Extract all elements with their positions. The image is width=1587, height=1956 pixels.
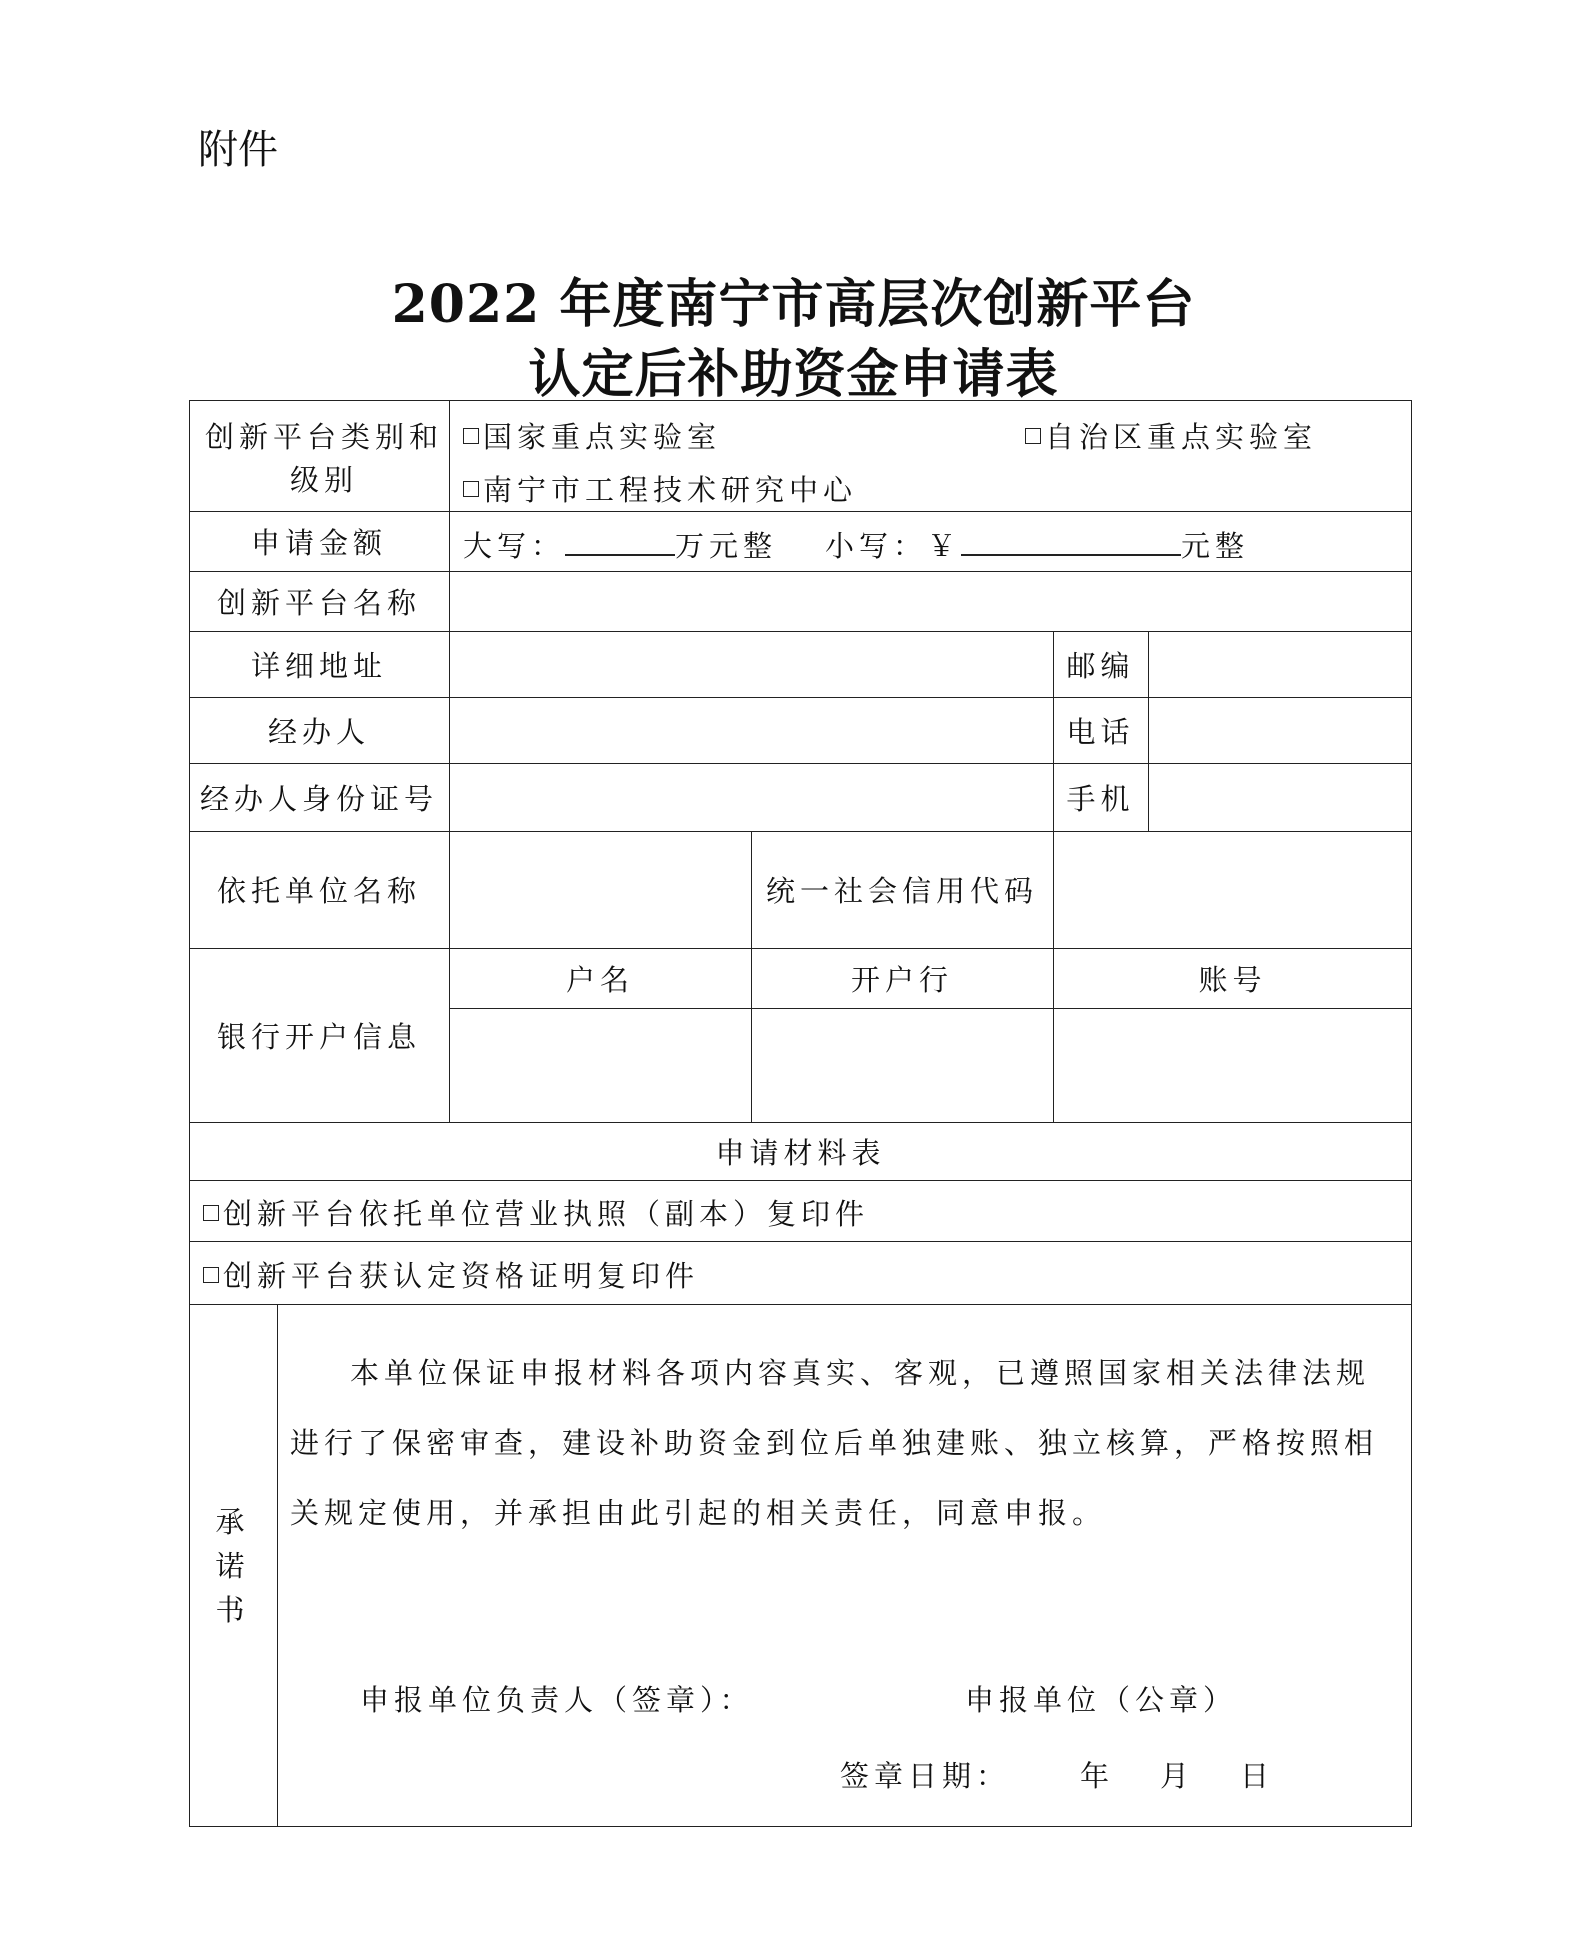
date-year: 年 [1080, 1759, 1115, 1793]
platform-name-field[interactable] [451, 573, 1409, 629]
page-title-line2: 认定后补助资金申请表 [528, 344, 1059, 405]
host-unit-field[interactable] [451, 833, 749, 946]
bank-col-account-name: 户名 [565, 962, 634, 997]
bank-name-field[interactable] [753, 1010, 1051, 1120]
date-month: 月 [1160, 1759, 1195, 1793]
phone-field[interactable] [1150, 699, 1409, 761]
lowercase-unit: 元整 [1181, 529, 1250, 563]
account-name-field[interactable] [451, 1010, 749, 1120]
col-divider [449, 400, 450, 1122]
amount-label: 申请金额 [250, 525, 387, 560]
signer-label: 申报单位负责人（签章）： [360, 1683, 754, 1717]
pledge-text: 本单位保证申报材料各项内容真实、客观，已遵照国家相关法律法规进行了保密审查，建设补助资金到位后单独建账、独立核算，严格按照相关规定使用，并承担由此引起的相关责任，同意申报。 [290, 1356, 1379, 1530]
option-nanning-center[interactable]: 南宁市工程技术研究中心 [463, 468, 857, 509]
address-label: 详细地址 [250, 648, 387, 683]
postcode-field[interactable] [1150, 633, 1409, 695]
row-divider [189, 1304, 1412, 1305]
platform-name-label: 创新平台名称 [216, 585, 421, 620]
bank-col-bank: 开户行 [850, 962, 953, 997]
checkbox-icon[interactable] [463, 428, 479, 444]
handler-label: 经办人 [267, 714, 370, 749]
address-field[interactable] [451, 633, 1051, 695]
attachment-label: 附件 [198, 127, 278, 173]
row-divider [189, 1241, 1412, 1242]
uppercase-amount-field[interactable] [565, 522, 675, 556]
uppercase-label: 大写： [463, 529, 566, 563]
row-divider [449, 1008, 1412, 1009]
checkbox-icon[interactable] [463, 481, 479, 497]
col-divider [1148, 631, 1149, 831]
material-item-qualification-proof[interactable]: 创新平台获认定资格证明复印件 [203, 1254, 699, 1295]
mobile-field[interactable] [1150, 765, 1409, 829]
account-no-field[interactable] [1055, 1010, 1409, 1120]
handler-id-label: 经办人身份证号 [199, 781, 438, 816]
checkbox-icon[interactable] [203, 1205, 219, 1221]
material-item-business-license[interactable]: 创新平台依托单位营业执照（副本）复印件 [203, 1192, 869, 1233]
lowercase-label: 小写：￥ [825, 529, 962, 563]
postcode-label: 邮编 [1066, 648, 1135, 683]
date-label: 签章日期： [840, 1759, 1011, 1793]
bank-info-label: 银行开户信息 [216, 1019, 421, 1054]
option-regional-lab[interactable]: 自治区重点实验室 [1025, 415, 1317, 456]
unit-seal-label: 申报单位（公章） [965, 1683, 1238, 1717]
page-title-line1: 2022 年度南宁市高层次创新平台 [391, 274, 1196, 335]
option-national-lab[interactable]: 国家重点实验室 [463, 415, 721, 456]
credit-code-field[interactable] [1055, 833, 1409, 946]
lowercase-amount-field[interactable] [961, 522, 1181, 556]
handler-field[interactable] [451, 699, 1051, 761]
credit-code-label: 统一社会信用代码 [765, 874, 1038, 908]
mobile-label: 手机 [1066, 781, 1135, 816]
amount-values [463, 522, 1249, 565]
materials-title: 申请材料表 [715, 1135, 886, 1170]
handler-id-field[interactable] [451, 765, 1051, 829]
bank-col-account-no: 账号 [1198, 962, 1267, 997]
row-divider [189, 1180, 1412, 1181]
platform-type-label-line1: 创新平台类别和 [205, 420, 444, 454]
host-unit-label: 依托单位名称 [216, 874, 421, 908]
checkbox-icon[interactable] [1025, 428, 1041, 444]
uppercase-unit: 万元整 [675, 529, 778, 563]
pledge-label: 承 诺 书 [215, 1505, 245, 1627]
checkbox-icon[interactable] [203, 1267, 219, 1283]
platform-type-label-line2: 级别 [290, 463, 359, 497]
col-divider [277, 1304, 278, 1827]
phone-label: 电话 [1066, 714, 1135, 749]
date-day: 日 [1240, 1759, 1275, 1793]
